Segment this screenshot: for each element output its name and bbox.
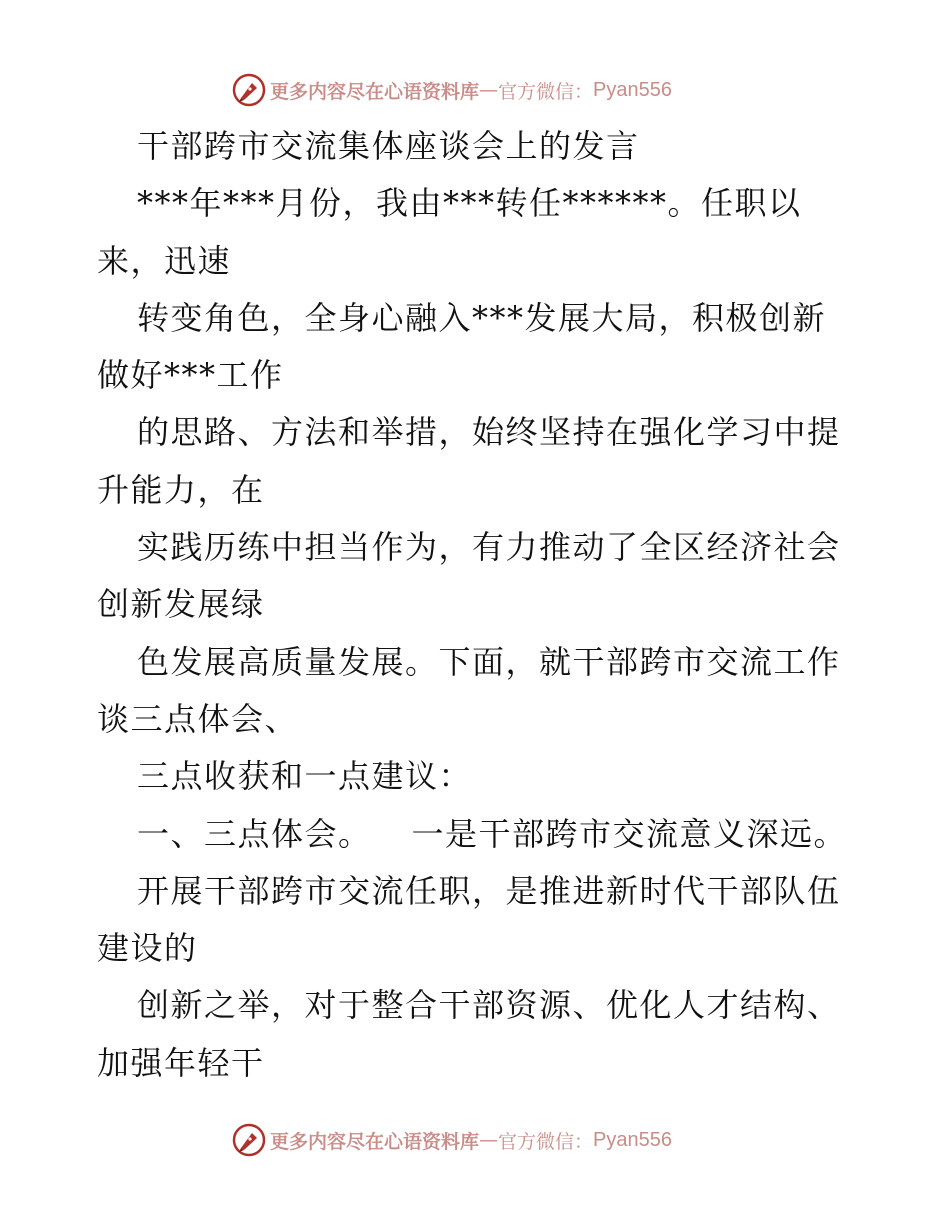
paragraph-line: 加强年轻干 — [97, 1043, 265, 1082]
watermark-wechat-label: 官方微信： — [498, 1130, 594, 1153]
paragraph-line: 升能力，在 — [97, 470, 265, 509]
paragraph-line: 建设的 — [97, 929, 198, 968]
paragraph-line: ***年***月份，我由***转任******。任职以 — [137, 184, 802, 223]
paragraph-line: 创新之举，对于整合干部资源、优化人才结构、 — [137, 986, 841, 1025]
watermark-separator: — — [479, 79, 499, 101]
watermark-wechat-id: Pyan556 — [593, 78, 672, 101]
pen-nib-logo-icon — [232, 73, 266, 107]
paragraph-line: 做好***工作 — [97, 356, 284, 395]
paragraph-line: 创新发展绿 — [97, 585, 265, 624]
paragraph-line: 开展干部跨市交流任职，是推进新时代干部队伍 — [137, 871, 841, 910]
paragraph-line: 的思路、方法和举措，始终坚持在强化学习中提 — [137, 413, 841, 452]
document-body — [97, 118, 857, 1092]
watermark-banner-bottom — [232, 1122, 712, 1158]
section-heading-line — [97, 806, 857, 863]
paragraph-line: 转变角色，全身心融入***发展大局，积极创新 — [137, 298, 827, 337]
watermark-separator: — — [479, 1129, 499, 1151]
pen-nib-logo-icon — [232, 1123, 266, 1157]
paragraph-line: 三点收获和一点建议： — [137, 757, 473, 796]
paragraph-line: 色发展高质量发展。下面，就干部跨市交流工作 — [137, 642, 841, 681]
paragraph-line: 谈三点体会、 — [97, 699, 299, 738]
watermark-text: 更多内容尽在心语资料库 — [270, 80, 480, 103]
watermark-wechat-id: Pyan556 — [593, 1128, 672, 1151]
paragraph-line: 来，迅速 — [97, 241, 232, 280]
section-heading: 一、三点体会。 — [137, 814, 372, 853]
section-subheading: 一是干部跨市交流意义深远。 — [411, 814, 848, 853]
watermark-banner-top — [232, 72, 712, 108]
watermark-text: 更多内容尽在心语资料库 — [270, 1130, 480, 1153]
paragraph-line: 实践历练中担当作为，有力推动了全区经济社会 — [137, 528, 841, 567]
watermark-wechat-label: 官方微信： — [498, 80, 594, 103]
document-title: 干部跨市交流集体座谈会上的发言 — [137, 127, 640, 165]
